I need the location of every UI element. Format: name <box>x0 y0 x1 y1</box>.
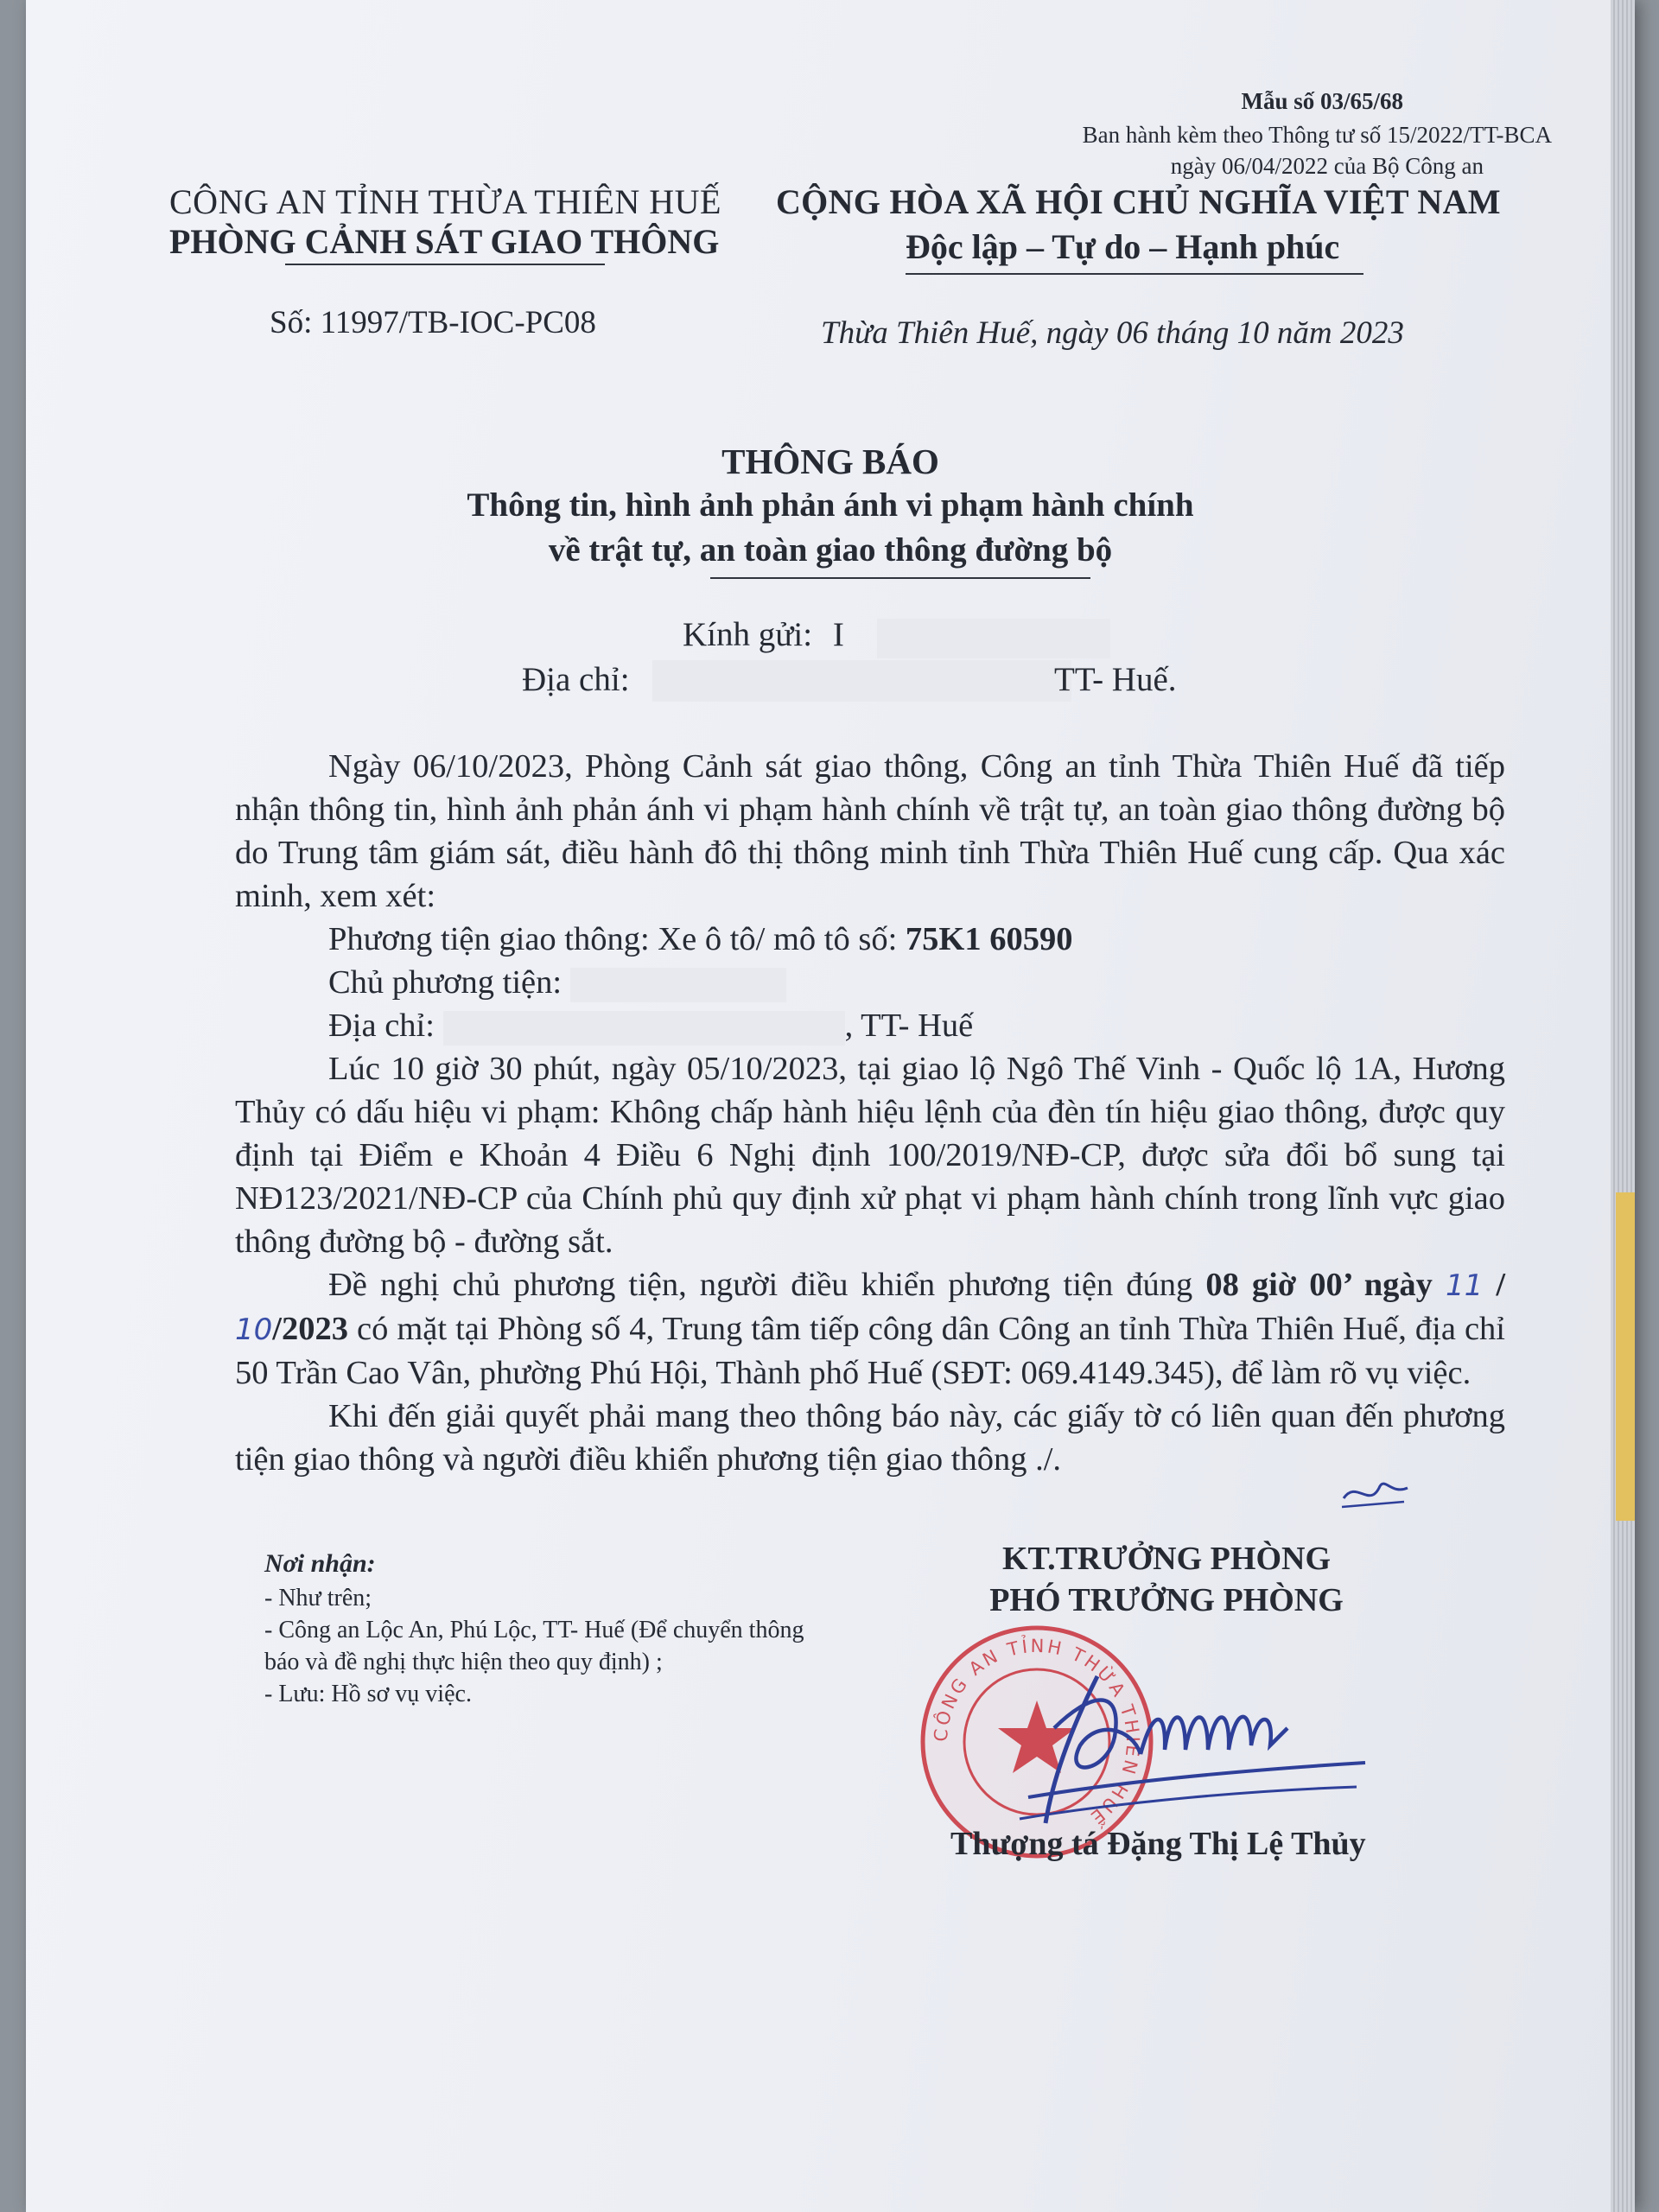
recipient-name-visible: I <box>832 616 844 653</box>
request-year: /2023 <box>272 1311 348 1347</box>
request-pre: Đề nghị chủ phương tiện, người điều khiển phương tiện đúng <box>328 1267 1193 1303</box>
nation-name: CỘNG HÒA XÃ HỘI CHỦ NGHĨA VIỆT NAM <box>776 182 1501 221</box>
owner-address-line <box>235 1004 1505 1047</box>
folder-edge <box>1616 1192 1635 1521</box>
document-page <box>26 0 1635 2212</box>
document-subtitle-line1: Thông tin, hình ảnh phản ánh vi phạm hành chính <box>467 486 1194 524</box>
closing-paragraph: Khi đến giải quyết phải mang theo thông báo này, các giấy tờ có liên quan đến phương tiện giao thông và người điều khiển phương tiện giao thông ./. <box>235 1398 1505 1478</box>
request-post: có mặt tại Phòng số 4, Trung tâm tiếp công dân Công an tỉnh Thừa Thiên Huế, địa chỉ 50 Trần Cao Vân, phường Phú Hội, Thành phố Huế (SĐT: 069.4149.345), để làm rõ vụ việc. <box>235 1311 1505 1391</box>
owner-label: Chủ phương tiện: <box>328 964 563 1001</box>
recipient-address-redacted <box>652 660 1071 702</box>
owner-address-suffix: , TT- Huế <box>844 1007 974 1044</box>
request-paragraph <box>235 1263 1505 1395</box>
document-body <box>235 745 1505 1481</box>
motto-underline <box>906 273 1363 275</box>
recipients-title: Nơi nhận: <box>264 1549 376 1578</box>
form-number: Mẫu số 03/65/68 <box>1241 88 1403 114</box>
stamp-text: CÔNG AN TỈNH THỪA THIÊN HUẾ <box>930 1635 1144 1830</box>
document-subtitle-line2: về trật tự, an toàn giao thông đường bộ <box>548 531 1113 569</box>
owner-address-redacted <box>443 1011 845 1046</box>
recipients-block <box>264 1549 869 1710</box>
form-issued-date: ngày 06/04/2022 của Bộ Công an <box>1170 153 1484 179</box>
department-underline <box>285 264 605 265</box>
recipient-name-redacted <box>877 619 1110 658</box>
vehicle-line <box>235 918 1505 961</box>
title-underline <box>710 577 1090 579</box>
request-time: 08 giờ 00’ ngày <box>1205 1267 1433 1303</box>
signature-title-2: PHÓ TRƯỞNG PHÒNG <box>989 1582 1344 1618</box>
document-title: THÔNG BÁO <box>721 442 939 481</box>
owner-address-label: Địa chỉ: <box>328 1007 435 1044</box>
request-day-handwritten: 11 <box>1445 1268 1484 1303</box>
agency-name: CÔNG AN TỈNH THỪA THIÊN HUẾ <box>169 182 721 221</box>
initials-flourish <box>1335 1462 1413 1514</box>
owner-line <box>235 961 1505 1004</box>
recipients-item: - Như trên; <box>264 1585 372 1611</box>
recipients-item: - Công an Lộc An, Phú Lộc, TT- Huế (Để chuyển thông báo và đề nghị thực hiện theo quy định) ; <box>264 1617 804 1675</box>
owner-name-redacted <box>570 968 786 1002</box>
request-month-handwritten: 10 <box>235 1313 273 1347</box>
nation-motto: Độc lập – Tự do – Hạnh phúc <box>906 227 1340 266</box>
paper-stack-edge <box>1611 0 1635 2212</box>
document-number: Số: 11997/TB-IOC-PC08 <box>270 305 596 340</box>
department-name: PHÒNG CẢNH SÁT GIAO THÔNG <box>169 222 720 261</box>
recipient-address-label: Địa chỉ: <box>522 661 630 698</box>
signature-title-1: KT.TRƯỞNG PHÒNG <box>1002 1541 1331 1577</box>
recipient-line <box>683 615 844 654</box>
violation-paragraph: Lúc 10 giờ 30 phút, ngày 05/10/2023, tại giao lộ Ngô Thế Vinh - Quốc lộ 1A, Hương Thủy có dấu hiệu vi phạm: Không chấp hành hiệu lệnh của đèn tín hiệu giao thông, được quy định tại Điểm e Khoản 4 Điều 6 Nghị định 100/2019/NĐ-CP, được sửa đổi bổ sung tại NĐ123/2021/NĐ-CP của Chính phủ quy định xử phạt vi phạm hành chính trong lĩnh vực giao thông đường bộ - đường sắt. <box>235 1051 1505 1260</box>
signer-name: Thượng tá Đặng Thị Lệ Thủy <box>950 1826 1366 1862</box>
form-issued-with: Ban hành kèm theo Thông tư số 15/2022/TT-BCA <box>1082 122 1552 148</box>
recipient-label: Kính gửi: <box>683 616 813 653</box>
recipients-item: - Lưu: Hồ sơ vụ việc. <box>264 1681 472 1707</box>
recipient-address-suffix: TT- Huế. <box>1054 661 1177 698</box>
vehicle-plate: 75K1 60590 <box>905 921 1073 957</box>
intro-paragraph: Ngày 06/10/2023, Phòng Cảnh sát giao thông, Công an tỉnh Thừa Thiên Huế đã tiếp nhận thông tin, hình ảnh phản ánh vi phạm hành chính về trật tự, an toàn giao thông đường bộ do Trung tâm giám sát, điều hành đô thị thông minh tỉnh Thừa Thiên Huế cung cấp. Qua xác minh, xem xét: <box>235 748 1505 914</box>
request-date-separator: / <box>1496 1267 1506 1303</box>
place-date: Thừa Thiên Huế, ngày 06 tháng 10 năm 2023 <box>821 315 1404 351</box>
vehicle-label: Phương tiện giao thông: Xe ô tô/ mô tô số: <box>328 921 898 957</box>
